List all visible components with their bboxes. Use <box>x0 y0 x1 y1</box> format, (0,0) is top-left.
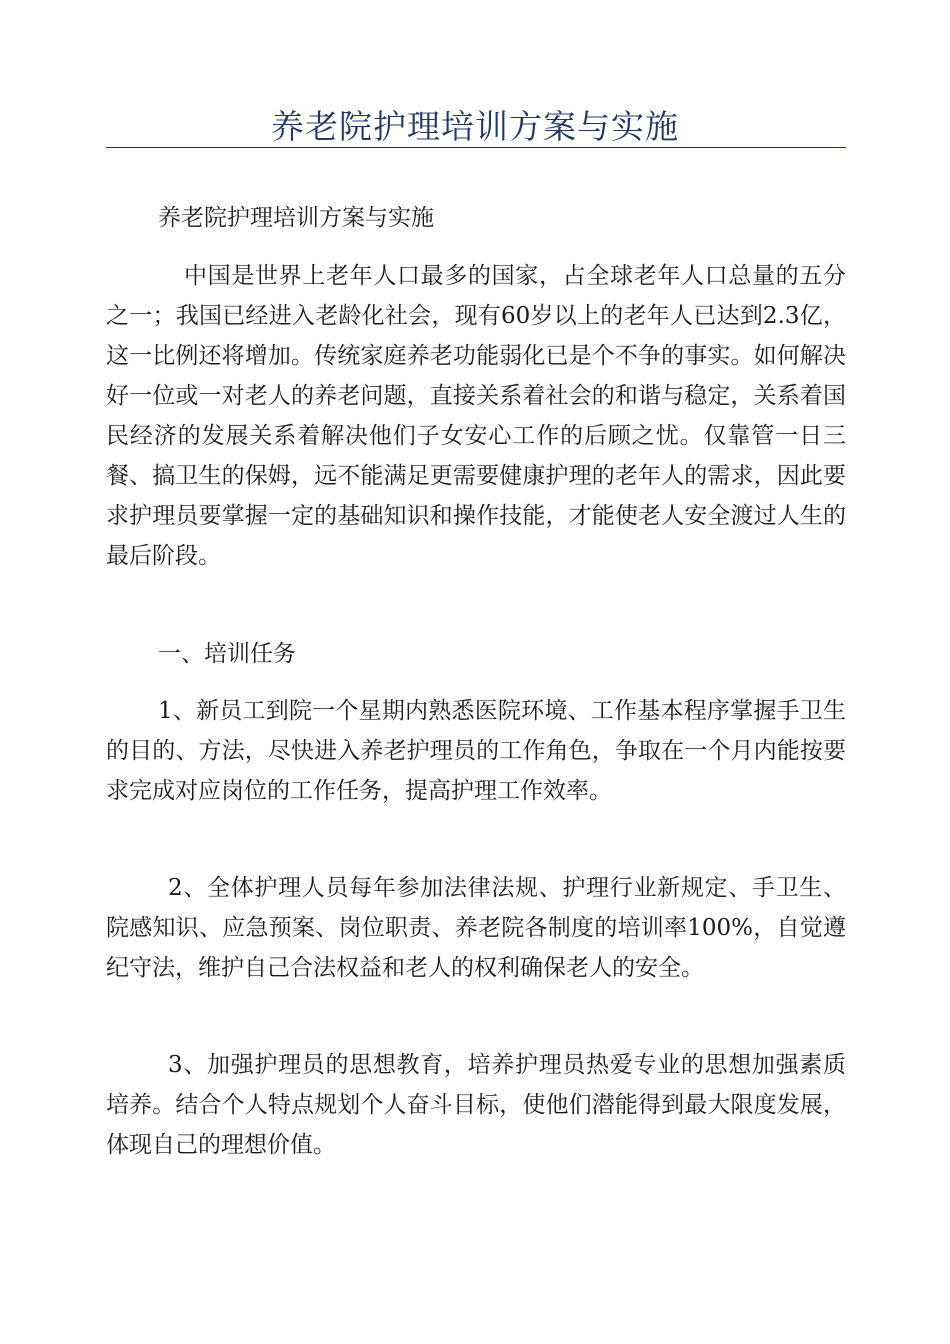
intro-paragraph: 中国是世界上老年人口最多的国家，占全球老年人口总量的五分之一；我国已经进入老龄化社会，现有60岁以上的老年人已达到2.3亿，这一比例还将增加。传统家庭养老功能弱化已是个不争的事实。如何解决好一位或一对老人的养老问题，直接关系着社会的和谐与稳定，关系着国民经济的发展关系着解决他们子女安心工作的后顾之忧。仅靠管一日三餐、搞卫生的保姆，远不能满足更需要健康护理的老年人的需求，因此要求护理员要掌握一定的基础知识和操作技能，才能使老人安全渡过人生的最后阶段。 <box>106 263 846 569</box>
task-item-2: 2、全体护理人员每年参加法律法规、护理行业新规定、手卫生、院感知识、应急预案、岗位职责、养老院各制度的培训率100%，自觉遵纪守法，维护自己合法权益和老人的权利确保老人的安全。 <box>106 875 846 981</box>
document-subtitle: 养老院护理培训方案与实施 <box>158 205 434 231</box>
section-heading-training-tasks: 一、培训任务 <box>158 641 296 667</box>
document-title: 养老院护理培训方案与实施 <box>271 107 679 146</box>
task-item-1: 1、新员工到院一个星期内熟悉医院环境、工作基本程序掌握手卫生的目的、方法，尽快进入养老护理员的工作角色，争取在一个月内能按要求完成对应岗位的工作任务，提高护理工作效率。 <box>106 698 846 804</box>
title-underline-divider <box>106 147 846 148</box>
task-item-3: 3、加强护理员的思想教育，培养护理员热爱专业的思想加强素质培养。结合个人特点规划个人奋斗目标，使他们潜能得到最大限度发展，体现自己的理想价值。 <box>106 1052 846 1158</box>
